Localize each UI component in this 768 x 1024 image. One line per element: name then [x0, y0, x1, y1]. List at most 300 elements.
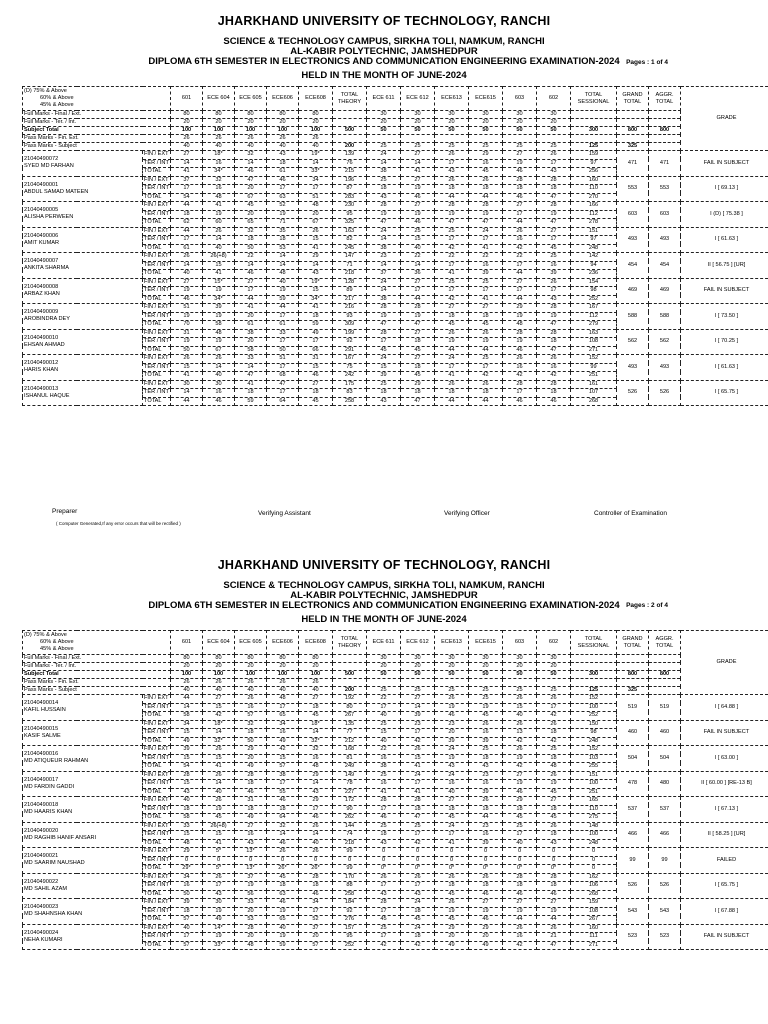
mark-cell: 48 — [299, 202, 333, 211]
marks-value: 30 — [503, 655, 537, 663]
marks-value — [649, 687, 681, 695]
mark-cell: 18 — [235, 389, 267, 398]
controller-label: Controller of Examination — [594, 510, 667, 517]
mark-cell: 41 — [367, 788, 401, 797]
student-row — [23, 746, 768, 755]
mark-cell: 17 — [401, 287, 435, 296]
marks-value — [333, 111, 367, 119]
mark-cell: 162 — [571, 873, 617, 882]
row-type-label: TOTAL — [143, 168, 171, 177]
mark-cell: 165 — [571, 797, 617, 806]
column-header: ECE 604 — [203, 631, 235, 655]
mark-cell: 42 — [537, 737, 571, 746]
student-name: ARBAZ KHAN — [24, 290, 60, 297]
marks-value — [617, 111, 649, 119]
mark-cell: 248 — [571, 839, 617, 848]
marks-value: 20 — [503, 663, 537, 671]
mark-cell: 29 — [401, 380, 435, 389]
mark-cell: 20 — [235, 907, 267, 916]
column-header: ECE 612 — [401, 87, 435, 111]
mark-cell: 27 — [435, 304, 469, 313]
student-id-cell — [23, 253, 143, 279]
mark-cell: 271 — [571, 941, 617, 950]
mark-cell: 47 — [267, 380, 299, 389]
mark-cell: 16 — [469, 729, 503, 738]
mark-cell: 43 — [171, 788, 203, 797]
mark-cell: 128 — [333, 278, 367, 287]
mark-cell: 17 — [367, 805, 401, 814]
marks-value — [503, 135, 537, 143]
mark-cell: 19 — [503, 338, 537, 347]
mark-cell: 262 — [333, 814, 367, 823]
mark-cell: 167 — [571, 304, 617, 313]
mark-cell: 14 — [171, 389, 203, 398]
row-type-label: TER / INT — [144, 236, 169, 243]
mark-cell: 83 — [333, 389, 367, 398]
mark-cell: 14 — [203, 363, 235, 372]
mark-cell: 42 — [503, 372, 537, 381]
marks-value — [617, 663, 649, 671]
mark-cell: 14 — [171, 159, 203, 168]
grand-total: 519 — [617, 695, 649, 721]
row-type-label: FIN / EXT — [144, 797, 169, 804]
mark-cell: 0* — [401, 865, 435, 874]
mark-cell: 51 — [171, 304, 203, 313]
marks-row-label: Pass Marks - Fin. Ext. — [23, 679, 171, 687]
mark-cell: 24 — [435, 822, 469, 831]
mark-cell: 26 — [469, 797, 503, 806]
marks-row — [23, 135, 768, 143]
aggr-total: 99 — [649, 848, 681, 874]
mark-cell: 64 — [267, 397, 299, 406]
mark-cell: 26 — [203, 771, 235, 780]
mark-cell: 18 — [267, 805, 299, 814]
mark-cell: 44 — [435, 346, 469, 355]
mark-cell: 26 — [469, 329, 503, 338]
mark-cell: 160 — [571, 924, 617, 933]
mark-cell: 45 — [401, 346, 435, 355]
aggr-total: 537 — [649, 797, 681, 823]
marks-value: 300 — [571, 127, 617, 135]
mark-cell: 46 — [435, 712, 469, 721]
mark-cell: 30 — [171, 380, 203, 389]
marks-value: 20 — [267, 663, 299, 671]
mark-cell: 252 — [571, 295, 617, 304]
marks-value: 80 — [267, 111, 299, 119]
marks-value: 20 — [503, 119, 537, 127]
marks-row — [23, 143, 768, 151]
mark-cell: 248 — [571, 737, 617, 746]
marks-value — [649, 663, 681, 671]
mark-cell: 26 — [171, 253, 203, 262]
mark-cell: 29 — [171, 848, 203, 857]
mark-cell: 16 — [469, 159, 503, 168]
grand-total: 469 — [617, 278, 649, 304]
mark-cell: 13* — [235, 848, 267, 857]
mark-cell: 23 — [401, 720, 435, 729]
legend-line: 60% & Above — [40, 95, 74, 101]
mark-cell: 19 — [435, 703, 469, 712]
marks-value: 25 — [435, 143, 469, 151]
mark-cell: 154 — [571, 278, 617, 287]
marks-value: 20 — [367, 119, 401, 127]
mark-cell: 28 — [367, 202, 401, 211]
mark-cell: 14 — [235, 159, 267, 168]
row-type-label: TER / INT — [144, 287, 169, 294]
marks-value — [649, 143, 681, 151]
mark-cell: 33 — [235, 355, 267, 364]
mark-cell: 0* — [503, 865, 537, 874]
marks-value — [469, 135, 503, 143]
mark-cell: 48 — [203, 193, 235, 202]
mark-cell: 267 — [333, 712, 367, 721]
marks-value: 100 — [171, 671, 203, 679]
mark-cell: 19* — [299, 278, 333, 287]
marks-value: 125 — [571, 687, 617, 695]
mark-cell: 16 — [367, 780, 401, 789]
marks-value: 26 — [203, 679, 235, 687]
mark-cell: 75 — [333, 363, 367, 372]
student-name: ISHANUL HAQUE — [24, 392, 70, 399]
mark-cell: 14 — [203, 729, 235, 738]
mark-cell: 18 — [401, 338, 435, 347]
page-indicator: Pages : 2 of 4 — [626, 602, 668, 609]
marks-value — [571, 655, 617, 663]
grand-total: 99 — [617, 848, 649, 874]
mark-cell: 18 — [401, 805, 435, 814]
mark-cell: 67 — [203, 346, 235, 355]
mark-cell: 19 — [435, 210, 469, 219]
mark-cell: 27 — [401, 329, 435, 338]
marks-value: 200 — [333, 143, 367, 151]
mark-cell: 18 — [469, 312, 503, 321]
mark-cell: 27 — [503, 202, 537, 211]
mark-cell: 41 — [235, 304, 267, 313]
mark-cell: 39 — [469, 839, 503, 848]
row-type-label: TER / INT — [144, 703, 169, 710]
mark-cell: 40 — [171, 797, 203, 806]
row-type-label: TOTAL — [143, 270, 171, 279]
mark-cell: 14 — [401, 703, 435, 712]
mark-cell: 25 — [367, 771, 401, 780]
mark-cell: 29 — [299, 253, 333, 262]
mark-cell: 15 — [203, 703, 235, 712]
mark-cell: 17 — [469, 236, 503, 245]
mark-cell: 19 — [267, 933, 299, 942]
mark-cell: 50 — [235, 737, 267, 746]
mark-cell: 45 — [537, 244, 571, 253]
mark-cell: 218 — [333, 270, 367, 279]
row-type-label: FIN / EXT — [144, 278, 169, 285]
held-title: HELD IN THE MONTH OF JUNE-2024 — [301, 614, 467, 625]
mark-cell: 64 — [267, 814, 299, 823]
mark-cell: 25 — [469, 746, 503, 755]
row-type-label: TOTAL — [143, 737, 171, 746]
mark-cell: 57 — [171, 941, 203, 950]
mark-cell: 17 — [367, 933, 401, 942]
mark-cell: 19 — [503, 780, 537, 789]
mark-cell: 50 — [235, 244, 267, 253]
mark-cell: 51 — [299, 193, 333, 202]
mark-cell: 0 — [435, 848, 469, 857]
mark-cell: 19 — [203, 287, 235, 296]
mark-cell: 32 — [235, 227, 267, 236]
mark-cell: 26(+8) — [203, 253, 235, 262]
mark-cell: 24 — [469, 227, 503, 236]
mark-cell: 17 — [503, 261, 537, 270]
marks-value: 50 — [537, 127, 571, 135]
mark-cell: 47 — [235, 176, 267, 185]
student-name: MD SAHIL AZAM — [24, 885, 67, 892]
student-id-cell — [23, 355, 143, 381]
mark-cell: 13* — [235, 865, 267, 874]
mark-cell: 227 — [333, 788, 367, 797]
mark-cell: 44 — [503, 916, 537, 925]
mark-cell: 26 — [435, 380, 469, 389]
mark-cell: 25 — [367, 924, 401, 933]
mark-cell: 23 — [367, 253, 401, 262]
student-id-cell — [23, 848, 143, 874]
grade-result: I [ 65.75 ] — [681, 873, 768, 899]
mark-cell: 283 — [333, 193, 367, 202]
mark-cell: 45 — [469, 321, 503, 330]
mark-cell: 14 — [299, 831, 333, 840]
mark-cell: 42 — [537, 372, 571, 381]
mark-cell: 39 — [367, 372, 401, 381]
marks-value: 20 — [537, 663, 571, 671]
mark-cell: 19 — [203, 907, 235, 916]
mark-cell: 18* — [203, 720, 235, 729]
mark-cell: 103 — [571, 754, 617, 763]
marks-value: 40 — [235, 687, 267, 695]
computer-generated-note: ( Computer Generated,If any error occurs that will be rectified ) — [56, 521, 181, 526]
mark-cell: 27 — [299, 380, 333, 389]
mark-cell: 41 — [203, 202, 235, 211]
mark-cell: 19 — [203, 312, 235, 321]
marks-value: 26 — [267, 135, 299, 143]
marks-value: 26 — [267, 679, 299, 687]
mark-cell: 39 — [203, 304, 235, 313]
mark-cell: 27 — [537, 227, 571, 236]
student-name: KASIF SALME — [24, 732, 61, 739]
mark-cell: 14 — [367, 159, 401, 168]
student-roll: 21040490008 — [24, 283, 59, 290]
mark-cell: 46 — [267, 176, 299, 185]
mark-cell: 19 — [469, 210, 503, 219]
mark-cell: 17 — [171, 185, 203, 194]
mark-cell: 135 — [333, 720, 367, 729]
mark-cell: 16 — [469, 831, 503, 840]
marks-value: 100 — [235, 127, 267, 135]
mark-cell: 18 — [537, 754, 571, 763]
mark-cell: 15 — [267, 754, 299, 763]
university-title: JHARKHAND UNIVERSITY OF TECHNOLOGY, RANCHI — [217, 558, 551, 572]
mark-cell: 251 — [571, 788, 617, 797]
mark-cell: 0 — [469, 848, 503, 857]
mark-cell: 18 — [299, 312, 333, 321]
student-row — [23, 873, 768, 882]
student-row — [23, 151, 768, 160]
student-row — [23, 278, 768, 287]
marks-value: 30 — [503, 111, 537, 119]
mark-cell: 39 — [469, 270, 503, 279]
row-type-label: FIN / EXT — [144, 720, 169, 727]
mark-cell: 19 — [401, 185, 435, 194]
mark-cell: 26 — [537, 355, 571, 364]
mark-cell: 28 — [469, 202, 503, 211]
mark-cell: 112 — [571, 312, 617, 321]
mark-cell: 44 — [171, 397, 203, 406]
mark-cell: 97 — [571, 236, 617, 245]
mark-cell: 48 — [503, 321, 537, 330]
mark-cell: 45 — [503, 814, 537, 823]
mark-cell: 148 — [571, 822, 617, 831]
mark-cell: 15 — [299, 236, 333, 245]
mark-cell: 175 — [333, 380, 367, 389]
mark-cell: 15 — [299, 363, 333, 372]
row-type-label: TER / INT — [144, 805, 169, 812]
mark-cell: 18 — [235, 729, 267, 738]
grade-result: I (D) [ 75.38 ] — [681, 202, 768, 228]
marks-value — [401, 679, 435, 687]
grand-total: 543 — [617, 899, 649, 925]
mark-cell: 44 — [469, 814, 503, 823]
mark-cell: 14 — [401, 159, 435, 168]
mark-cell: 0 — [171, 856, 203, 865]
verifying-assistant-label: Verifying Assistant — [258, 510, 311, 517]
mark-cell: 25 — [537, 746, 571, 755]
row-type-label: TER / INT — [144, 754, 169, 761]
mark-cell: 20 — [235, 338, 267, 347]
student-name: AROBINDRA DEY — [24, 316, 71, 323]
mark-cell: 17 — [267, 389, 299, 398]
mark-cell: 28 — [503, 873, 537, 882]
mark-cell: 24 — [435, 355, 469, 364]
grand-total: 454 — [617, 253, 649, 279]
mark-cell: 57 — [299, 941, 333, 950]
column-header: ECE606 — [267, 631, 299, 655]
mark-cell: 14 — [401, 261, 435, 270]
mark-cell: 62 — [171, 219, 203, 228]
marks-value — [617, 119, 649, 127]
mark-cell: 16 — [235, 831, 267, 840]
mark-cell: 93 — [333, 312, 367, 321]
mark-cell: 40 — [503, 712, 537, 721]
grade-result: I [ 70.25 ] — [681, 329, 768, 355]
column-header: 601 — [171, 631, 203, 655]
mark-cell: 16 — [469, 780, 503, 789]
mark-cell: 144 — [333, 822, 367, 831]
mark-cell: 33* — [299, 168, 333, 177]
student-row — [23, 329, 768, 338]
mark-cell: 18 — [537, 882, 571, 891]
mark-cell: 0 — [503, 856, 537, 865]
mark-cell: 40 — [401, 244, 435, 253]
mark-cell: 46 — [299, 372, 333, 381]
marks-value — [649, 111, 681, 119]
mark-cell: 74 — [333, 831, 367, 840]
mark-cell: 40 — [203, 372, 235, 381]
row-type-label: FIN / EXT — [144, 771, 169, 778]
mark-cell: 42 — [267, 746, 299, 755]
student-id-cell — [23, 720, 143, 746]
mark-cell: 42 — [435, 244, 469, 253]
mark-cell: 32* — [203, 737, 235, 746]
mark-cell: 48 — [171, 839, 203, 848]
mark-cell: 26 — [469, 380, 503, 389]
mark-cell: 17 — [267, 780, 299, 789]
column-header: GRAND TOTAL — [617, 631, 649, 655]
row-type-label: TER / INT — [144, 882, 169, 889]
mark-cell: 45 — [537, 814, 571, 823]
mark-cell: 252 — [571, 712, 617, 721]
student-id-cell — [23, 695, 143, 721]
mark-cell: 163 — [333, 227, 367, 236]
row-type-label: FIN / EXT — [144, 202, 169, 209]
mark-cell: 26 — [401, 746, 435, 755]
mark-cell: 19 — [267, 210, 299, 219]
mark-cell: 18 — [503, 185, 537, 194]
mark-cell: 110 — [571, 805, 617, 814]
student-id-cell — [23, 380, 143, 406]
mark-cell: 170 — [333, 873, 367, 882]
marks-row-label: Pass Marks - Fin. Ext. — [23, 135, 171, 143]
mark-cell: 17 — [367, 338, 401, 347]
mark-cell: 151 — [571, 227, 617, 236]
mark-cell: 80 — [333, 703, 367, 712]
mark-cell: 27 — [203, 695, 235, 704]
mark-cell: 16 — [267, 729, 299, 738]
student-name: MD SAARIM NAUSHAD — [24, 860, 85, 867]
mark-cell: 47 — [367, 321, 401, 330]
mark-cell: 54 — [171, 763, 203, 772]
aggr-total: 504 — [649, 746, 681, 772]
mark-cell: 44 — [435, 193, 469, 202]
student-roll: 21040490014 — [24, 700, 59, 707]
mark-cell: 46 — [267, 797, 299, 806]
mark-cell: 28 — [367, 797, 401, 806]
mark-cell: 43 — [367, 397, 401, 406]
marks-value: 30 — [367, 111, 401, 119]
mark-cell: 26 — [435, 176, 469, 185]
marks-value: 100 — [203, 671, 235, 679]
mark-cell: 161 — [571, 380, 617, 389]
grade-result: I [ 67.88 ] — [681, 899, 768, 925]
grand-total: 526 — [617, 380, 649, 406]
grand-total: 537 — [617, 797, 649, 823]
mark-cell: 19 — [401, 312, 435, 321]
mark-cell: 17 — [435, 831, 469, 840]
mark-cell: 251 — [571, 372, 617, 381]
grand-total: 493 — [617, 227, 649, 253]
student-row — [23, 202, 768, 211]
mark-cell: 19 — [267, 907, 299, 916]
mark-cell: 16 — [299, 754, 333, 763]
row-type-label: FIN / EXT — [144, 746, 169, 753]
mark-cell: 59 — [267, 295, 299, 304]
student-id-cell — [23, 278, 143, 304]
mark-cell: 25 — [469, 355, 503, 364]
mark-cell: 18 — [299, 389, 333, 398]
mark-cell: 17 — [503, 210, 537, 219]
student-row — [23, 771, 768, 780]
mark-cell: 17 — [503, 831, 537, 840]
marks-value: 20 — [435, 663, 469, 671]
mark-cell: 58 — [171, 712, 203, 721]
marks-value: 50 — [469, 671, 503, 679]
mark-cell: 41 — [401, 788, 435, 797]
student-roll: 21040490015 — [24, 725, 59, 732]
